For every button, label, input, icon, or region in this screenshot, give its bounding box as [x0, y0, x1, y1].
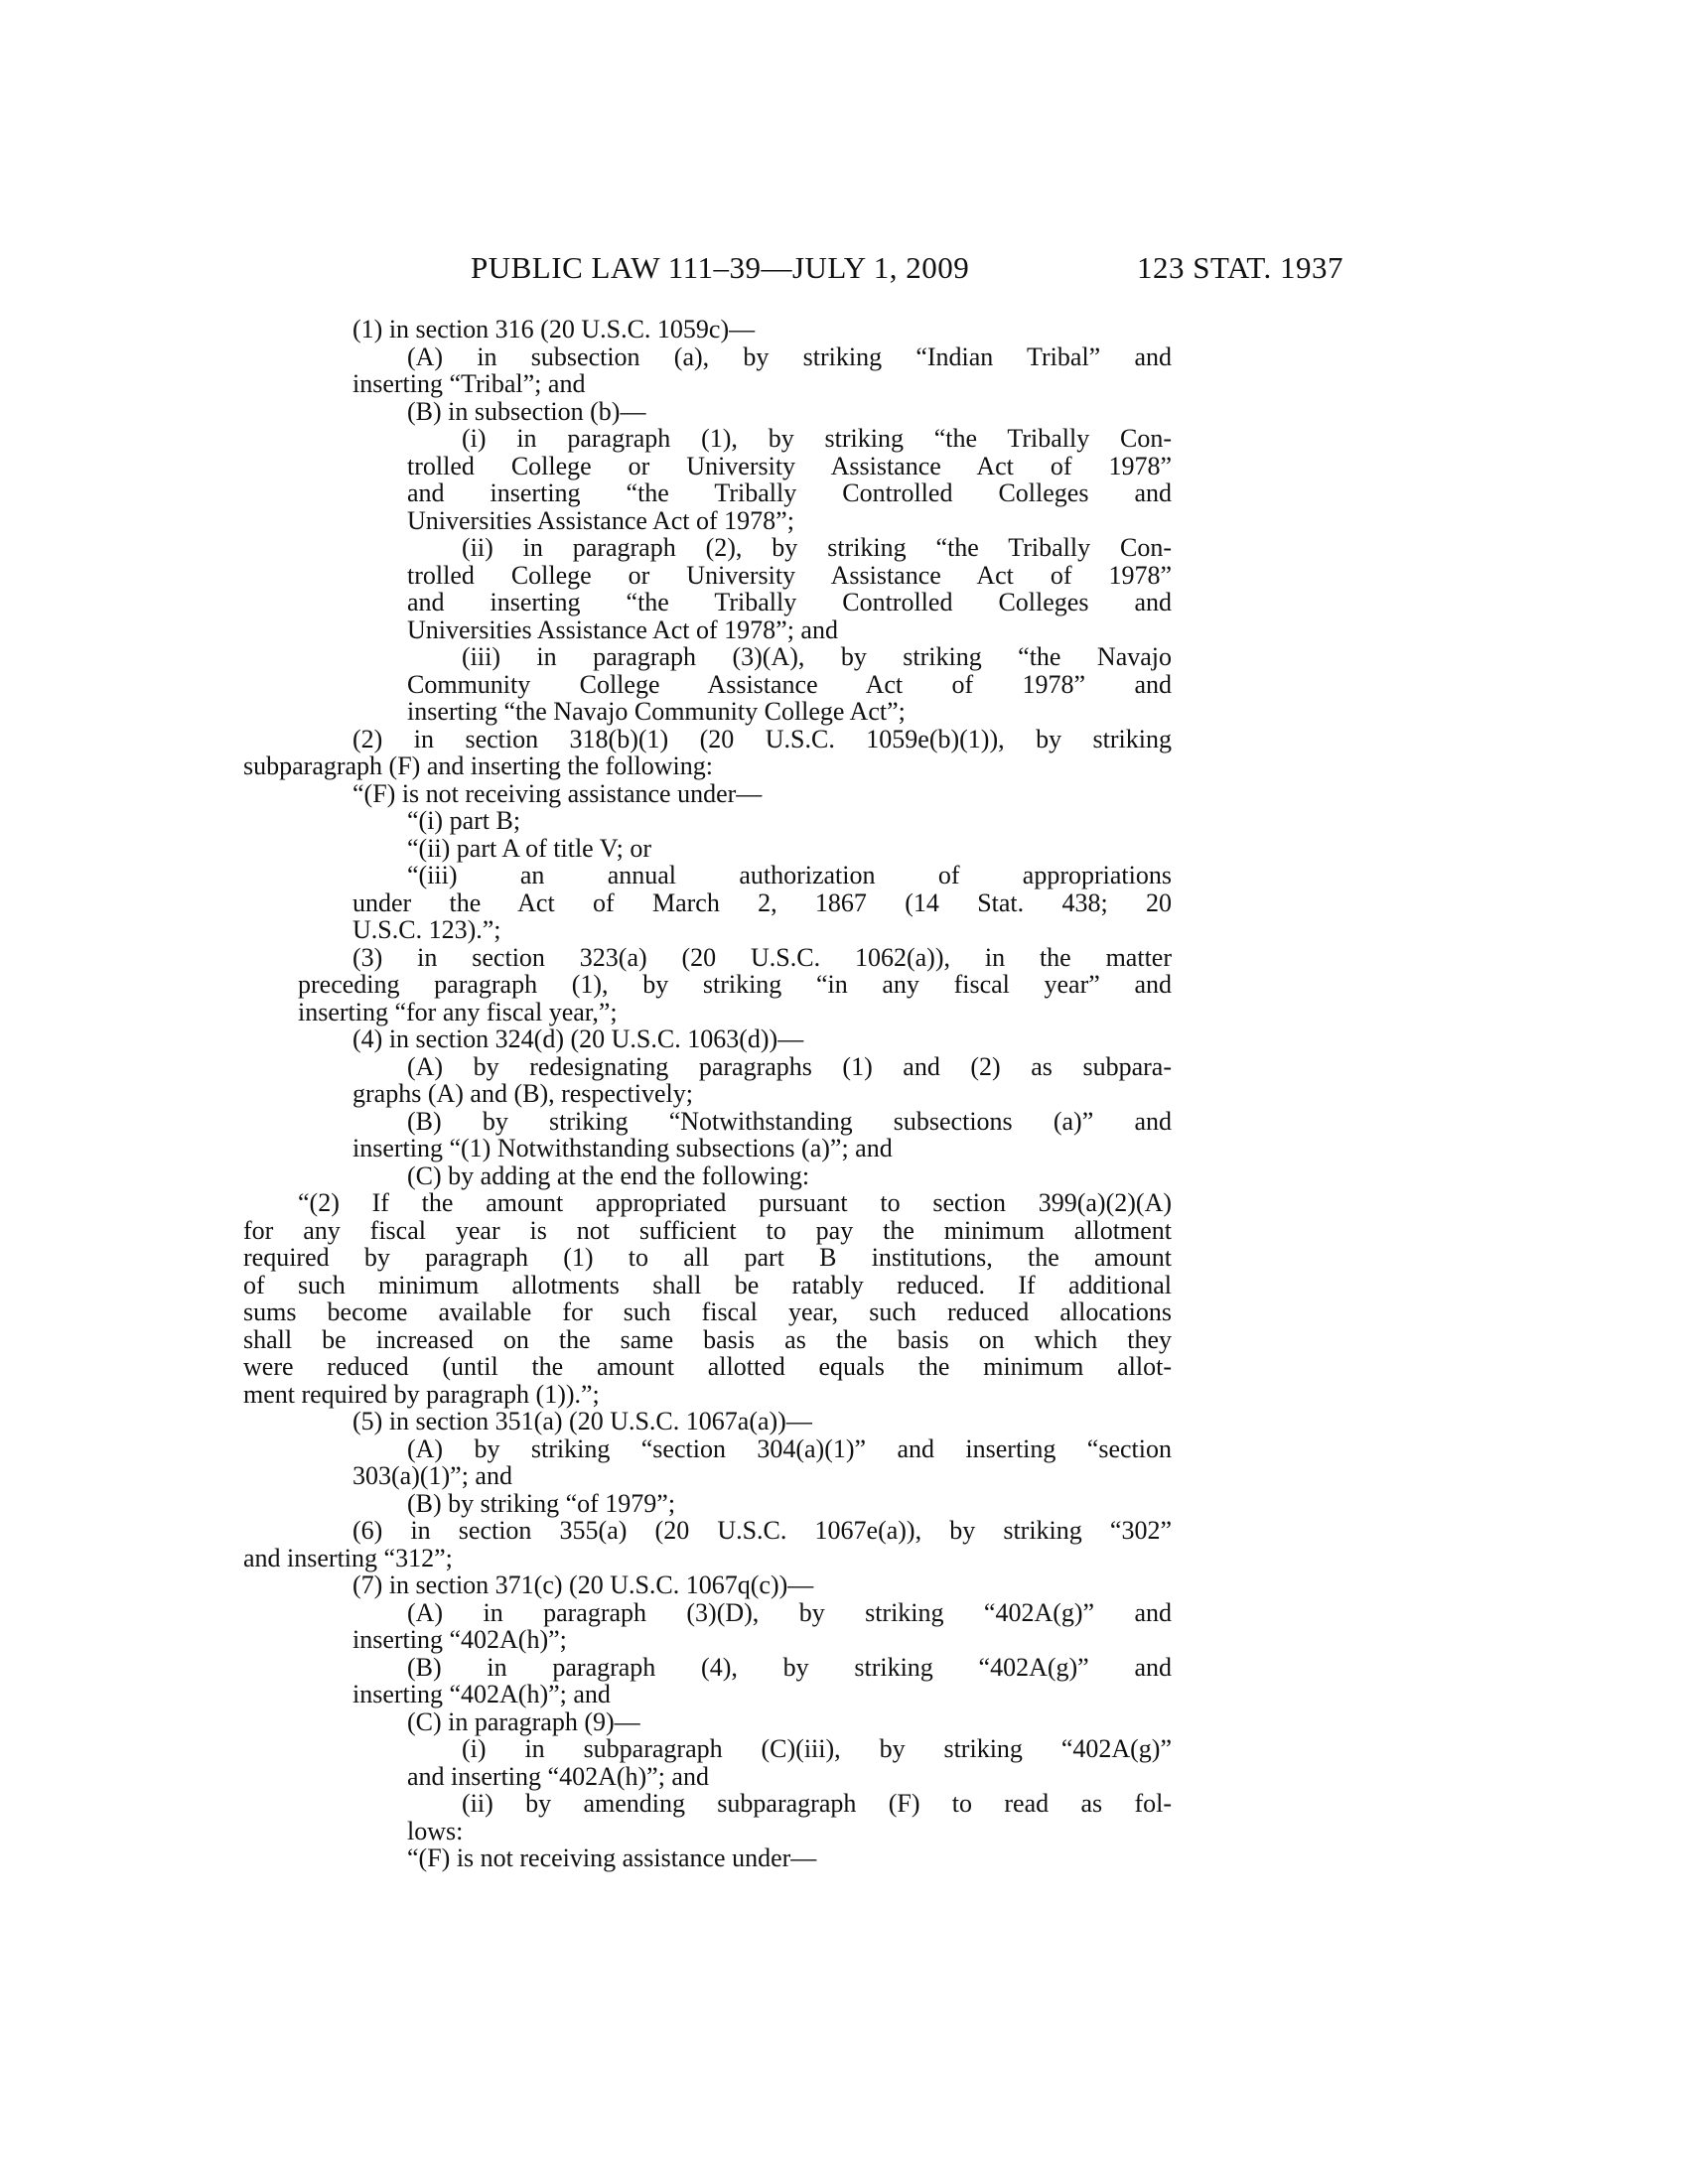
running-head-title: PUBLIC LAW 111–39—JULY 1, 2009 — [471, 250, 970, 285]
text-line: (7) in section 371(c) (20 U.S.C. 1067q(c))— — [352, 1570, 814, 1599]
text-line: inserting “Tribal”; and — [352, 369, 586, 398]
page-header — [0, 250, 1688, 290]
text-line: required by paragraph (1) to all part B institutions, the amount — [243, 1243, 1172, 1272]
text-line: and inserting “the Tribally Controlled Colleges and — [407, 478, 1172, 507]
text-line: trolled College or University Assistance Act of 1978” — [407, 451, 1172, 480]
text-line: U.S.C. 123).”; — [352, 915, 501, 944]
text-line: trolled College or University Assistance Act of 1978” — [407, 560, 1172, 590]
text-line: and inserting “the Tribally Controlled Colleges and — [407, 588, 1172, 616]
text-line: (i) in paragraph (1), by striking “the Tribally Con- — [462, 424, 1172, 453]
text-line: and inserting “402A(h)”; and — [407, 1761, 709, 1791]
text-line: of such minimum allotments shall be ratably reduced. If additional — [243, 1270, 1172, 1299]
text-line: “(iii) an annual authorization of appropriations — [407, 861, 1172, 889]
text-line: (1) in section 316 (20 U.S.C. 1059c)— — [352, 315, 756, 343]
text-line: (4) in section 324(d) (20 U.S.C. 1063(d))— — [352, 1024, 804, 1053]
text-line: (6) in section 355(a) (20 U.S.C. 1067e(a)), by striking “302” — [352, 1516, 1172, 1545]
text-line: inserting “the Navajo Community College Act”; — [407, 697, 906, 726]
text-line: (C) in paragraph (9)— — [407, 1706, 640, 1736]
text-line: ment required by paragraph (1)).”; — [243, 1379, 600, 1409]
text-line: (ii) in paragraph (2), by striking “the Tribally Con- — [462, 533, 1172, 562]
text-line: “(2) If the amount appropriated pursuant to section 399(a)(2)(A) — [298, 1188, 1172, 1217]
text-line: under the Act of March 2, 1867 (14 Stat. 438; 20 — [352, 887, 1172, 917]
text-line: subparagraph (F) and inserting the following: — [243, 751, 713, 780]
text-line: (ii) by amending subparagraph (F) to read as fol- — [462, 1789, 1172, 1818]
text-line: (A) by striking “section 304(a)(1)” and inserting “section — [407, 1433, 1172, 1463]
text-line: (5) in section 351(a) (20 U.S.C. 1067a(a))— — [352, 1407, 812, 1435]
text-line: (A) in paragraph (3)(D), by striking “402A(g)” and — [407, 1597, 1172, 1627]
text-line: and inserting “312”; — [243, 1543, 453, 1572]
text-line: “(ii) part A of title V; or — [407, 833, 651, 863]
text-line: (B) by striking “of 1979”; — [407, 1488, 676, 1518]
text-line: Universities Assistance Act of 1978”; — [407, 505, 794, 535]
text-line: 303(a)(1)”; and — [352, 1461, 512, 1490]
text-line: Universities Assistance Act of 1978”; and — [407, 614, 838, 644]
text-line: (A) by redesignating paragraphs (1) and (2) as subpara- — [407, 1051, 1172, 1081]
law-text-body — [243, 315, 1172, 1872]
text-line: (i) in subparagraph (C)(iii), by striking “402A(g)” — [462, 1734, 1172, 1763]
text-line: inserting “402A(h)”; — [352, 1625, 567, 1654]
statute-page-number: 123 STAT. 1937 — [1137, 250, 1344, 285]
text-line: graphs (A) and (B), respectively; — [352, 1079, 693, 1108]
text-line: (B) by striking “Notwithstanding subsections (a)” and — [407, 1106, 1172, 1136]
text-line: (A) in subsection (a), by striking “Indian Tribal” and — [407, 341, 1172, 371]
text-line: “(i) part B; — [407, 806, 521, 835]
text-line: for any fiscal year is not sufficient to pay the minimum allotment — [243, 1215, 1172, 1245]
text-line: “(F) is not receiving assistance under— — [352, 778, 763, 808]
text-line: lows: — [407, 1816, 464, 1845]
text-line: (B) in paragraph (4), by striking “402A(g)” and — [407, 1652, 1172, 1682]
text-line: (B) in subsection (b)— — [407, 396, 646, 426]
text-line: Community College Assistance Act of 1978” and — [407, 669, 1172, 699]
text-line: (2) in section 318(b)(1) (20 U.S.C. 1059e(b)(1)), by striking — [352, 724, 1172, 753]
text-line: (C) by adding at the end the following: — [407, 1160, 810, 1190]
text-line: “(F) is not receiving assistance under— — [407, 1843, 817, 1872]
text-line: inserting “for any fiscal year,”; — [298, 997, 618, 1026]
text-line: sums become available for such fiscal year, such reduced allocations — [243, 1297, 1172, 1326]
text-line: inserting “402A(h)”; and — [352, 1680, 611, 1708]
text-line: preceding paragraph (1), by striking “in any fiscal year” and — [298, 970, 1172, 999]
text-line: (3) in section 323(a) (20 U.S.C. 1062(a)), in the matter — [352, 942, 1172, 972]
text-line: (iii) in paragraph (3)(A), by striking “the Navajo — [462, 642, 1172, 671]
text-line: shall be increased on the same basis as the basis on which they — [243, 1324, 1172, 1354]
text-line: were reduced (until the amount allotted equals the minimum allot- — [243, 1352, 1172, 1381]
text-line: inserting “(1) Notwithstanding subsections (a)”; and — [352, 1134, 893, 1162]
